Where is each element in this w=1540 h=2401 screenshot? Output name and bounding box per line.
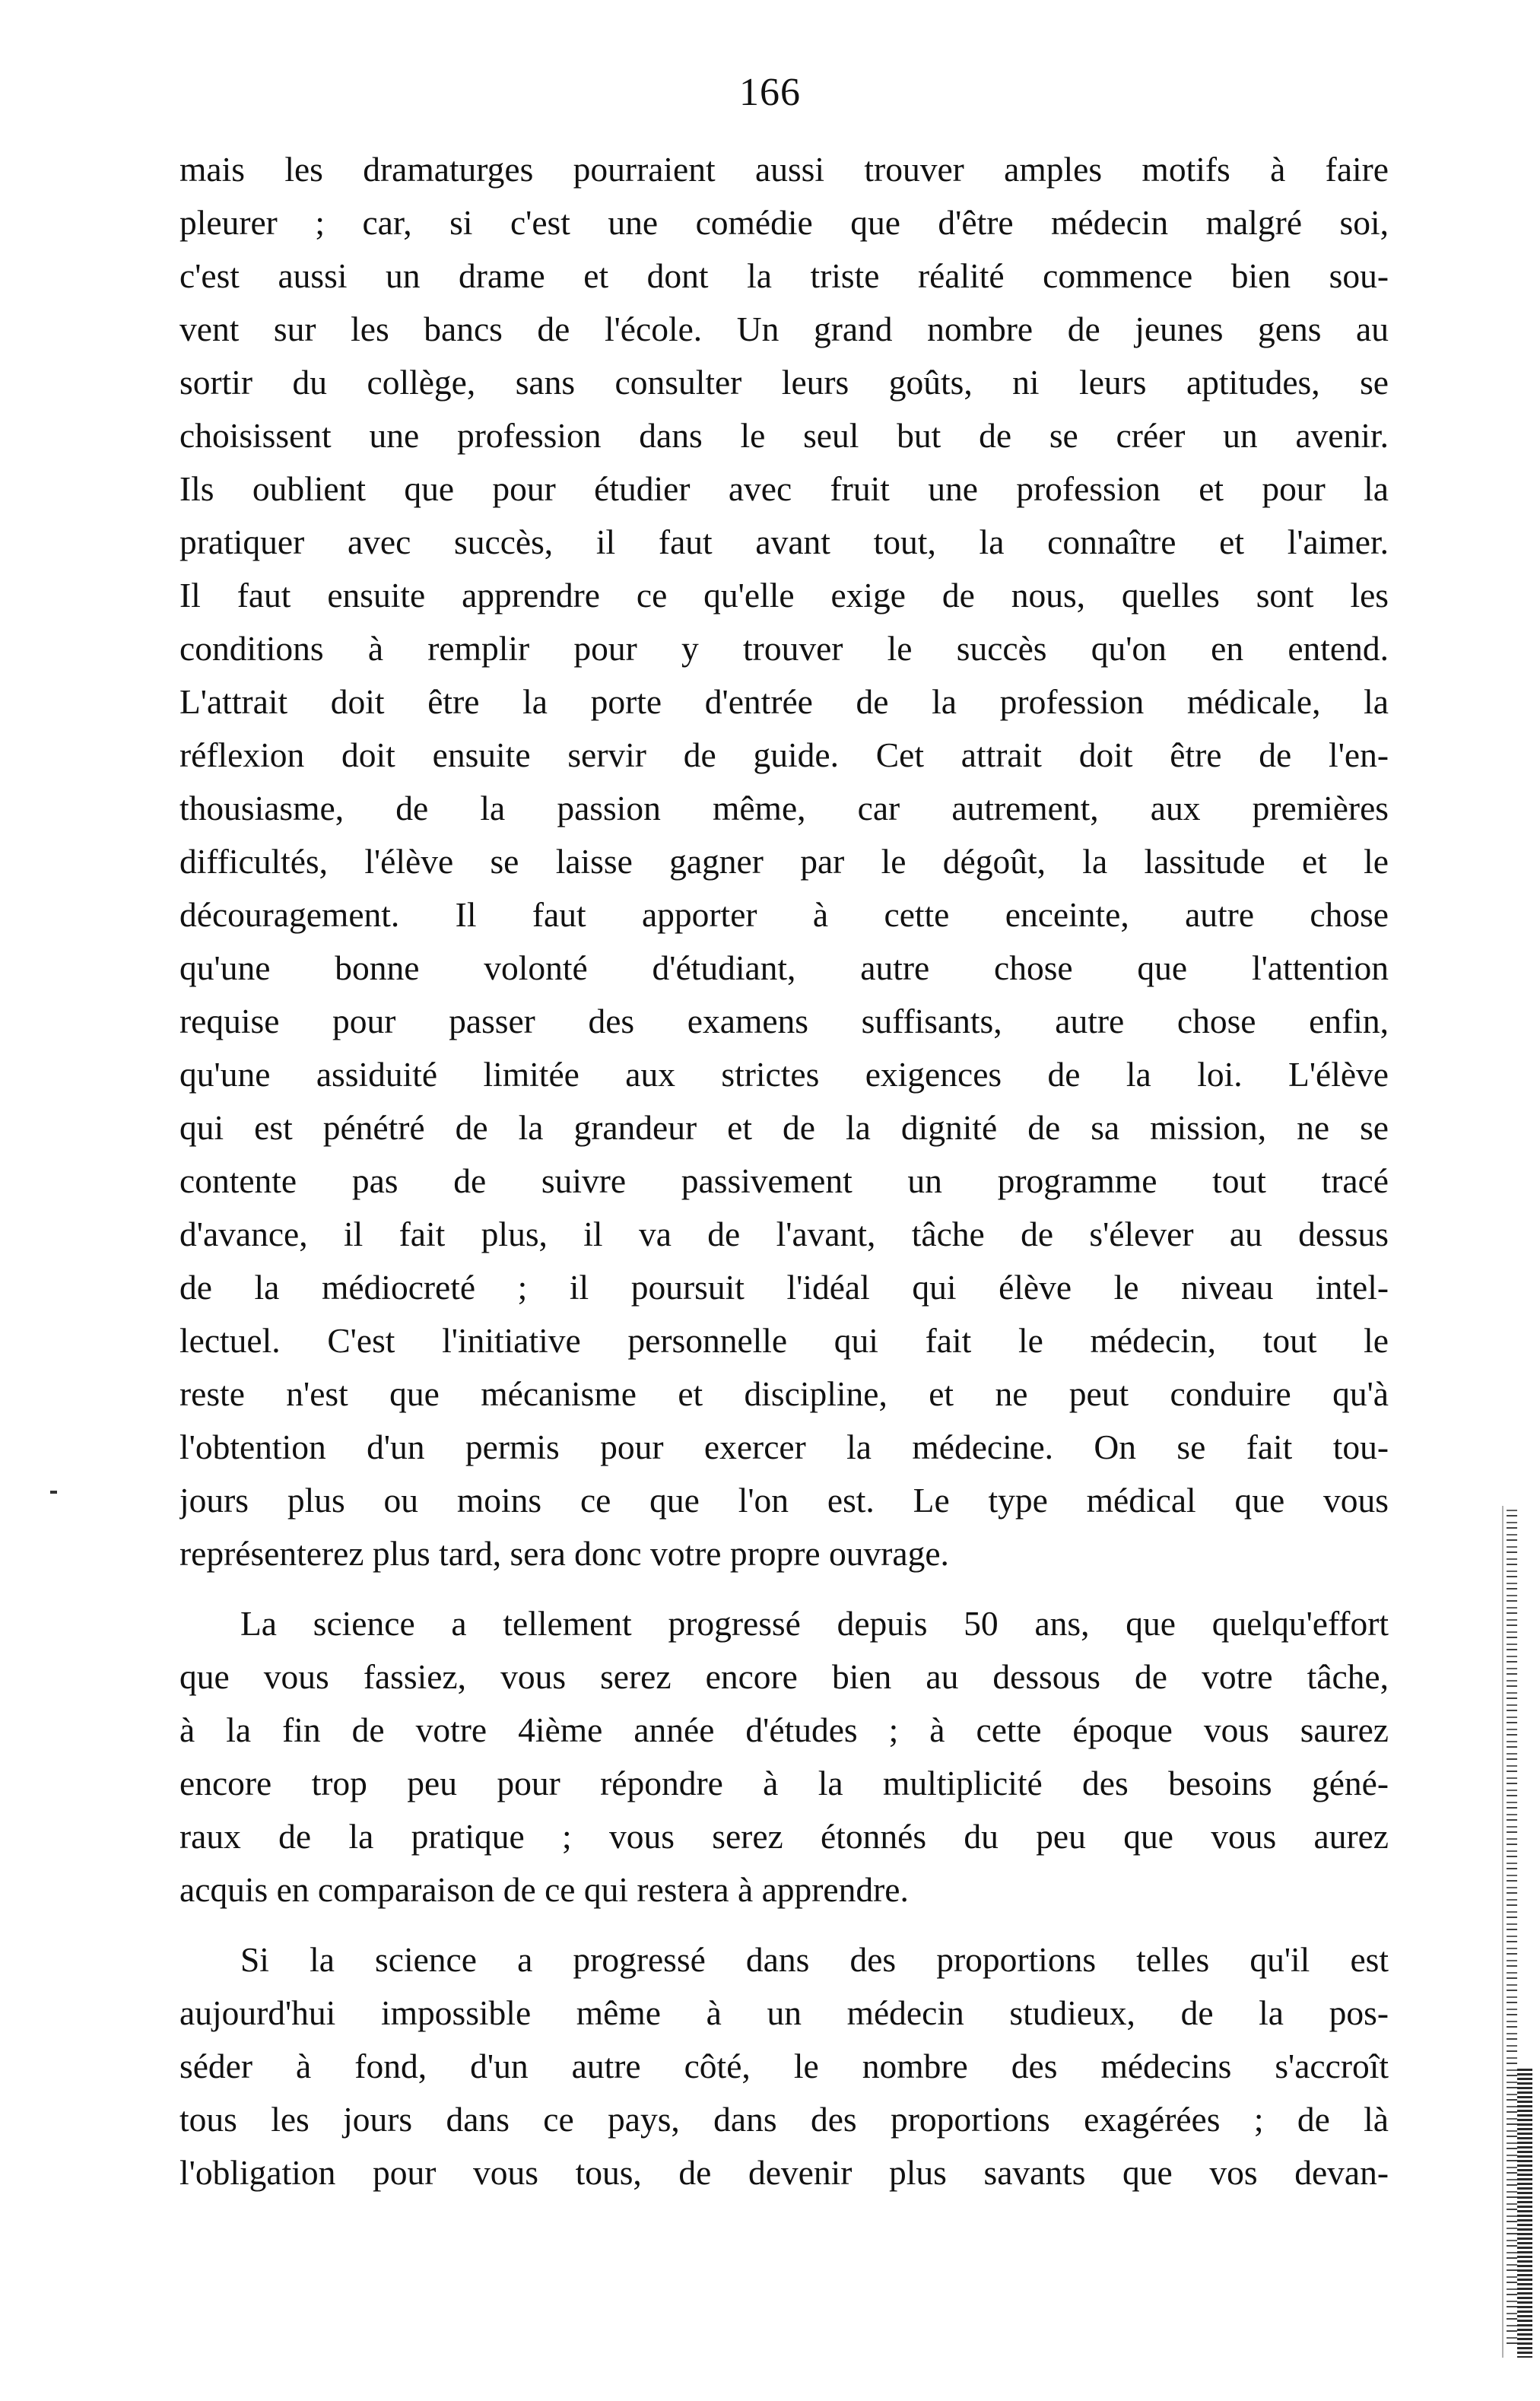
text-line: sortir du collège, sans consulter leurs goûts, ni leurs aptitudes, se: [179, 363, 1389, 402]
text-line: raux de la pratique ; vous serez étonnés du peu que vous aurez: [179, 1817, 1389, 1856]
text-line: que vous fassiez, vous serez encore bien au dessous de votre tâche,: [179, 1657, 1389, 1696]
text-line: difficultés, l'élève se laisse gagner par le dégoût, la lassitude et le: [179, 842, 1389, 881]
text-line: reste n'est que mécanisme et discipline, et ne peut conduire qu'à: [179, 1374, 1389, 1413]
text-line: qu'une bonne volonté d'étudiant, autre chose que l'attention: [179, 948, 1389, 987]
scan-speck: [50, 1491, 57, 1494]
page-number: 166: [739, 71, 801, 114]
paragraph-2: [179, 1597, 1389, 1917]
text-line: l'obligation pour vous tous, de devenir plus savants que vos devan-: [179, 2153, 1389, 2192]
text-line: à la fin de votre 4ième année d'études ; à cette époque vous saurez: [179, 1710, 1389, 1749]
text-line: conditions à remplir pour y trouver le succès qu'on en entend.: [179, 629, 1389, 668]
text-line: d'avance, il fait plus, il va de l'avant, tâche de s'élever au dessus: [179, 1215, 1389, 1253]
text-line: requise pour passer des examens suffisants, autre chose enfin,: [179, 1002, 1389, 1040]
paragraph-1: [179, 143, 1389, 1580]
text-line: pratiquer avec succès, il faut avant tout, la connaître et l'aimer.: [179, 522, 1389, 561]
text-line: jours plus ou moins ce que l'on est. Le type médical que vous: [179, 1481, 1389, 1520]
text-line: acquis en comparaison de ce qui restera à apprendre.: [179, 1870, 909, 1909]
paragraph-spacer: [179, 1580, 1389, 1597]
text-line: choisissent une profession dans le seul but de se créer un avenir.: [179, 416, 1389, 455]
binding-edge-marks-dark: [1517, 2069, 1532, 2358]
paragraph-3: [179, 1933, 1389, 2199]
text-line: Il faut ensuite apprendre ce qu'elle exige de nous, quelles sont les: [179, 576, 1389, 615]
binding-edge-marks: [1507, 1510, 1517, 2346]
text-line: l'obtention d'un permis pour exercer la médecine. On se fait tou-: [179, 1428, 1389, 1466]
text-line: aujourd'hui impossible même à un médecin studieux, de la pos-: [179, 1993, 1389, 2032]
text-line: séder à fond, d'un autre côté, le nombre des médecins s'accroît: [179, 2047, 1389, 2085]
text-line: Ils oublient que pour étudier avec fruit une profession et pour la: [179, 469, 1389, 508]
text-line: tous les jours dans ce pays, dans des proportions exagérées ; de là: [179, 2100, 1389, 2139]
text-line: découragement. Il faut apporter à cette enceinte, autre chose: [179, 895, 1389, 934]
text-line: L'attrait doit être la porte d'entrée de la profession médicale, la: [179, 682, 1389, 721]
text-line: réflexion doit ensuite servir de guide. Cet attrait doit être de l'en-: [179, 735, 1389, 774]
text-line: c'est aussi un drame et dont la triste réalité commence bien sou-: [179, 256, 1389, 295]
page-edge-shadow: [1502, 1506, 1503, 2358]
text-line: de la médiocreté ; il poursuit l'idéal qui élève le niveau intel-: [179, 1268, 1389, 1307]
text-line: pleurer ; car, si c'est une comédie que d'être médecin malgré soi,: [179, 203, 1389, 242]
text-line: thousiasme, de la passion même, car autrement, aux premières: [179, 789, 1389, 827]
text-line: La science a tellement progressé depuis 50 ans, que quelqu'effort: [240, 1604, 1389, 1643]
paragraph-spacer: [179, 1917, 1389, 1933]
body-text: [179, 143, 1389, 2199]
text-line: encore trop peu pour répondre à la multiplicité des besoins géné-: [179, 1764, 1389, 1802]
text-line: qui est pénétré de la grandeur et de la dignité de sa mission, ne se: [179, 1108, 1389, 1147]
text-line: qu'une assiduité limitée aux strictes exigences de la loi. L'élève: [179, 1055, 1389, 1094]
text-line: lectuel. C'est l'initiative personnelle qui fait le médecin, tout le: [179, 1321, 1389, 1360]
text-line: Si la science a progressé dans des proportions telles qu'il est: [240, 1940, 1389, 1979]
text-line: représenterez plus tard, sera donc votre propre ouvrage.: [179, 1534, 949, 1573]
text-line: contente pas de suivre passivement un programme tout tracé: [179, 1161, 1389, 1200]
text-line: mais les dramaturges pourraient aussi trouver amples motifs à faire: [179, 150, 1389, 189]
text-line: vent sur les bancs de l'école. Un grand nombre de jeunes gens au: [179, 310, 1389, 348]
